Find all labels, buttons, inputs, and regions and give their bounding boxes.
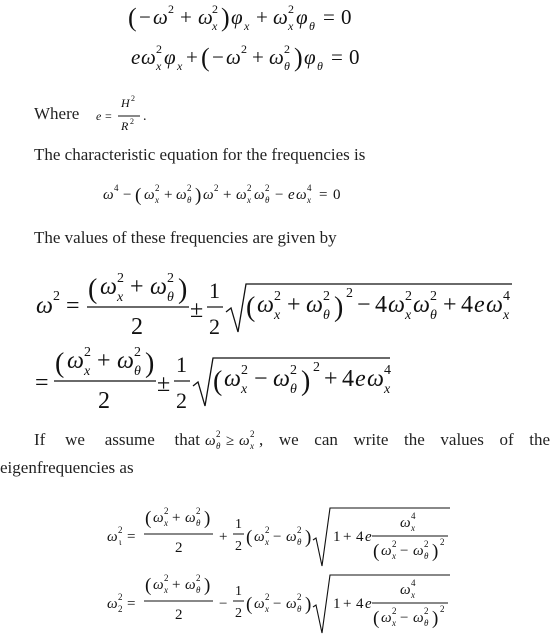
svg-text:ω: ω [269,45,284,69]
svg-text:2: 2 [155,183,160,193]
svg-text:−: − [275,187,284,203]
svg-text:2: 2 [346,286,353,301]
svg-text:): ) [334,292,344,323]
svg-text:(: ( [246,527,253,548]
svg-text:−: − [357,292,371,318]
svg-text:+: + [287,292,301,318]
svg-text:(: ( [128,3,137,32]
svg-text:2: 2 [440,604,445,614]
svg-text:φ: φ [296,5,308,29]
svg-text:x: x [156,59,162,73]
svg-text:ω: ω [107,529,118,545]
svg-text:ω: ω [153,5,168,29]
svg-text:4: 4 [307,183,312,193]
svg-text:1: 1 [235,517,242,532]
svg-text:θ: θ [323,308,330,323]
svg-text:2: 2 [241,42,247,56]
assume-word-4: that [174,430,200,449]
svg-text:−: − [212,45,224,69]
svg-text:θ: θ [424,551,429,561]
svg-text:x: x [84,364,91,379]
svg-text:x: x [288,19,294,33]
svg-text:+: + [324,366,338,392]
svg-text:2: 2 [323,289,330,304]
svg-text:4: 4 [356,596,364,612]
svg-text:2: 2 [247,183,252,193]
svg-text:−: − [219,596,228,612]
svg-text:θ: θ [297,537,302,547]
svg-text:2: 2 [235,539,242,554]
svg-text:2: 2 [405,289,412,304]
svg-text:−: − [273,596,282,612]
svg-text:ω: ω [107,596,118,612]
svg-text:2: 2 [430,289,437,304]
svg-text:2: 2 [118,592,123,602]
assume-words [34,430,200,450]
svg-text:ω: ω [226,45,241,69]
svg-text:x: x [164,585,168,595]
svg-text:ω: ω [273,366,290,392]
svg-text:=: = [319,187,328,203]
svg-text:θ: θ [424,618,429,628]
svg-text:ω: ω [150,274,167,300]
svg-text:=: = [105,109,112,123]
svg-text:): ) [195,185,202,206]
svg-text:x: x [117,290,124,305]
svg-text:2: 2 [265,592,270,602]
svg-text:2: 2 [168,2,174,16]
svg-text:x: x [250,441,254,451]
svg-text:(: ( [88,274,98,305]
svg-text:x: x [177,59,183,73]
assume-word-3: assume [104,430,155,449]
where-label: Where [34,104,80,123]
svg-text:ω: ω [239,433,250,449]
svg-text:θ: θ [290,382,297,397]
svg-text:φ: φ [231,5,243,29]
svg-text:): ) [294,43,303,72]
svg-text:4: 4 [342,366,354,392]
svg-text:ω: ω [141,45,156,69]
svg-text:+: + [130,274,144,300]
svg-text:4: 4 [356,529,364,545]
svg-text:+: + [256,5,268,29]
svg-text:1: 1 [333,529,341,545]
svg-text:2: 2 [156,42,162,56]
svg-text:2: 2 [392,539,397,549]
svg-text:ω: ω [273,5,288,29]
svg-text:+: + [164,187,173,203]
svg-text:+: + [186,45,198,69]
svg-text:e: e [365,596,372,612]
svg-text:2: 2 [117,271,124,286]
svg-text:=: = [127,529,136,545]
svg-text:ω: ω [388,292,405,318]
svg-text:−: − [254,366,268,392]
svg-text:ω: ω [413,543,424,559]
svg-text:ω: ω [198,5,213,29]
svg-text:x: x [265,604,269,614]
svg-text:x: x [155,195,159,205]
svg-text:θ: θ [430,308,437,323]
svg-text:ω: ω [296,187,307,203]
svg-text:φ: φ [304,45,316,69]
svg-text:(: ( [135,185,142,206]
svg-text:): ) [204,508,211,529]
svg-text:(: ( [246,594,253,615]
svg-text:2: 2 [216,429,221,439]
svg-text:2: 2 [290,363,297,378]
svg-text:ω: ω [224,366,241,392]
svg-text:2: 2 [131,314,143,340]
svg-text:ω: ω [153,577,164,593]
svg-text:1: 1 [333,596,341,612]
svg-text:): ) [204,575,211,596]
svg-text:2: 2 [164,506,169,516]
svg-text:x: x [503,308,510,323]
svg-text:+: + [343,529,352,545]
svg-text:0: 0 [333,187,341,203]
svg-text:0: 0 [341,5,352,29]
svg-text:x: x [411,590,415,600]
svg-text:x: x [265,537,269,547]
svg-text:ω: ω [67,348,84,374]
svg-text:±: ± [190,297,204,323]
svg-text:θ: θ [297,604,302,614]
svg-text:2: 2 [196,506,201,516]
svg-text:ω: ω [286,529,297,545]
svg-text:ω: ω [381,610,392,626]
svg-text:θ: θ [134,364,141,379]
svg-text:(: ( [145,508,152,529]
svg-text:x: x [392,618,396,628]
svg-text:ω: ω [153,510,164,526]
svg-text:e: e [96,109,102,123]
svg-text:x: x [307,195,311,205]
svg-text:ω: ω [413,610,424,626]
svg-text:e: e [474,292,485,318]
svg-text:ω: ω [254,529,265,545]
svg-text:2: 2 [209,314,220,339]
svg-text:2: 2 [131,94,135,103]
svg-text:ω: ω [100,274,117,300]
svg-text:2: 2 [297,592,302,602]
svg-text:): ) [305,527,312,548]
svg-text:ω: ω [486,292,503,318]
svg-text:x: x [274,308,281,323]
svg-text:4: 4 [411,578,416,588]
svg-text:e: e [355,366,366,392]
svg-text:): ) [305,594,312,615]
svg-text:1: 1 [209,278,220,303]
svg-text:+: + [223,187,232,203]
svg-text:x: x [212,19,218,33]
svg-text:2: 2 [424,606,429,616]
svg-text:e: e [131,45,141,69]
svg-text:x: x [392,551,396,561]
svg-text:(: ( [55,348,65,379]
svg-text:≥: ≥ [226,433,235,449]
svg-text:4: 4 [461,292,473,318]
svg-text:2: 2 [175,607,183,623]
svg-text:θ: θ [284,59,290,73]
svg-text:2: 2 [265,525,270,535]
svg-text:2: 2 [241,363,248,378]
svg-text:x: x [164,518,168,528]
svg-text:1: 1 [176,352,187,377]
svg-text:2: 2 [164,573,169,583]
svg-text:±: ± [157,371,171,397]
svg-text:e: e [365,529,372,545]
svg-text:ω: ω [400,515,411,531]
svg-text:ω: ω [254,187,265,203]
svg-text:2: 2 [250,429,255,439]
svg-text:2: 2 [274,289,281,304]
svg-text:ω: ω [203,187,214,203]
svg-text:ω: ω [185,577,196,593]
svg-text:(: ( [213,366,223,397]
svg-text:+: + [343,596,352,612]
svg-text:θ: θ [196,518,201,528]
svg-text:2: 2 [440,537,445,547]
svg-text:2: 2 [130,117,134,126]
svg-text:2: 2 [84,345,91,360]
svg-text:φ: φ [164,45,176,69]
svg-text:4: 4 [384,363,391,378]
svg-text:x: x [247,195,251,205]
svg-text:(: ( [145,575,152,596]
assume-tail: , we can write the values of the [259,430,550,449]
svg-text:−: − [400,543,409,559]
svg-text:2: 2 [53,289,60,304]
svg-text:+: + [172,577,181,593]
svg-text:ω: ω [254,596,265,612]
svg-text:x: x [241,382,248,397]
svg-text:2: 2 [313,360,320,375]
svg-text:2: 2 [214,183,219,193]
svg-text:): ) [221,3,230,32]
svg-text:): ) [432,541,439,562]
svg-text:): ) [178,274,188,305]
svg-text:2: 2 [212,2,218,16]
svg-text:ω: ω [306,292,323,318]
svg-text:=: = [127,596,136,612]
svg-text:4: 4 [375,292,387,318]
svg-text:2: 2 [187,183,192,193]
svg-text:(: ( [373,608,380,629]
svg-text:4: 4 [411,511,416,521]
svg-text:2: 2 [98,388,110,414]
svg-text:e: e [288,187,295,203]
svg-text:ω: ω [103,187,114,203]
svg-text:.: . [143,109,147,124]
svg-text:2: 2 [392,606,397,616]
svg-text:=: = [35,370,49,396]
svg-text:−: − [400,610,409,626]
svg-text:+: + [252,45,264,69]
svg-text:2: 2 [265,183,270,193]
svg-text:x: x [244,19,250,33]
svg-text:): ) [301,366,311,397]
svg-text:0: 0 [349,45,360,69]
svg-text:θ: θ [216,441,221,451]
svg-text:2: 2 [297,525,302,535]
svg-text:+: + [172,510,181,526]
svg-text:(: ( [201,43,210,72]
svg-text:−: − [139,5,151,29]
characteristic-intro: The characteristic equation for the frequencies is [34,145,366,164]
eigenfrequencies-line: eigenfrequencies as [0,458,134,477]
svg-text:(: ( [246,292,256,323]
svg-text:+: + [443,292,457,318]
svg-text:2: 2 [134,345,141,360]
svg-text:ω: ω [144,187,155,203]
svg-text:θ: θ [309,19,315,33]
svg-text:): ) [432,608,439,629]
svg-text:+: + [97,348,111,374]
svg-text:1: 1 [235,584,242,599]
svg-text:θ: θ [317,59,323,73]
svg-text:ω: ω [400,582,411,598]
svg-text:+: + [180,5,192,29]
svg-text:ω: ω [117,348,134,374]
svg-text:ω: ω [257,292,274,318]
svg-text:ω: ω [413,292,430,318]
svg-text:H: H [121,96,130,110]
svg-text:2: 2 [196,573,201,583]
svg-text:2: 2 [424,539,429,549]
svg-text:2: 2 [176,388,187,413]
svg-text:2: 2 [288,2,294,16]
svg-text:2: 2 [235,606,242,621]
svg-text:(: ( [373,541,380,562]
values-intro: The values of these frequencies are given by [34,228,337,247]
svg-text:θ: θ [196,585,201,595]
svg-text:x: x [405,308,412,323]
svg-text:ω: ω [185,510,196,526]
svg-text:ω: ω [286,596,297,612]
svg-text:2: 2 [118,525,123,535]
svg-text:2: 2 [284,42,290,56]
svg-text:ι: ι [119,537,122,547]
svg-text:θ: θ [265,195,270,205]
svg-text:4: 4 [503,289,510,304]
svg-text:4: 4 [114,183,119,193]
svg-text:ω: ω [367,366,384,392]
svg-text:): ) [145,348,155,379]
svg-text:ω: ω [36,293,53,319]
svg-text:=: = [331,45,343,69]
svg-text:−: − [273,529,282,545]
assume-word-1: If [34,430,46,449]
svg-text:2: 2 [167,271,174,286]
svg-text:ω: ω [205,433,216,449]
svg-text:+: + [219,529,228,545]
svg-text:x: x [384,382,391,397]
svg-text:θ: θ [167,290,174,305]
svg-text:2: 2 [118,604,123,614]
svg-text:−: − [123,187,132,203]
svg-text:x: x [411,523,415,533]
svg-text:ω: ω [381,543,392,559]
svg-text:2: 2 [175,540,183,556]
svg-text:ω: ω [236,187,247,203]
svg-text:θ: θ [187,195,192,205]
svg-text:=: = [323,5,335,29]
svg-text:=: = [66,293,80,319]
assume-word-2: we [65,430,85,449]
svg-text:R: R [121,119,129,133]
svg-text:ω: ω [176,187,187,203]
